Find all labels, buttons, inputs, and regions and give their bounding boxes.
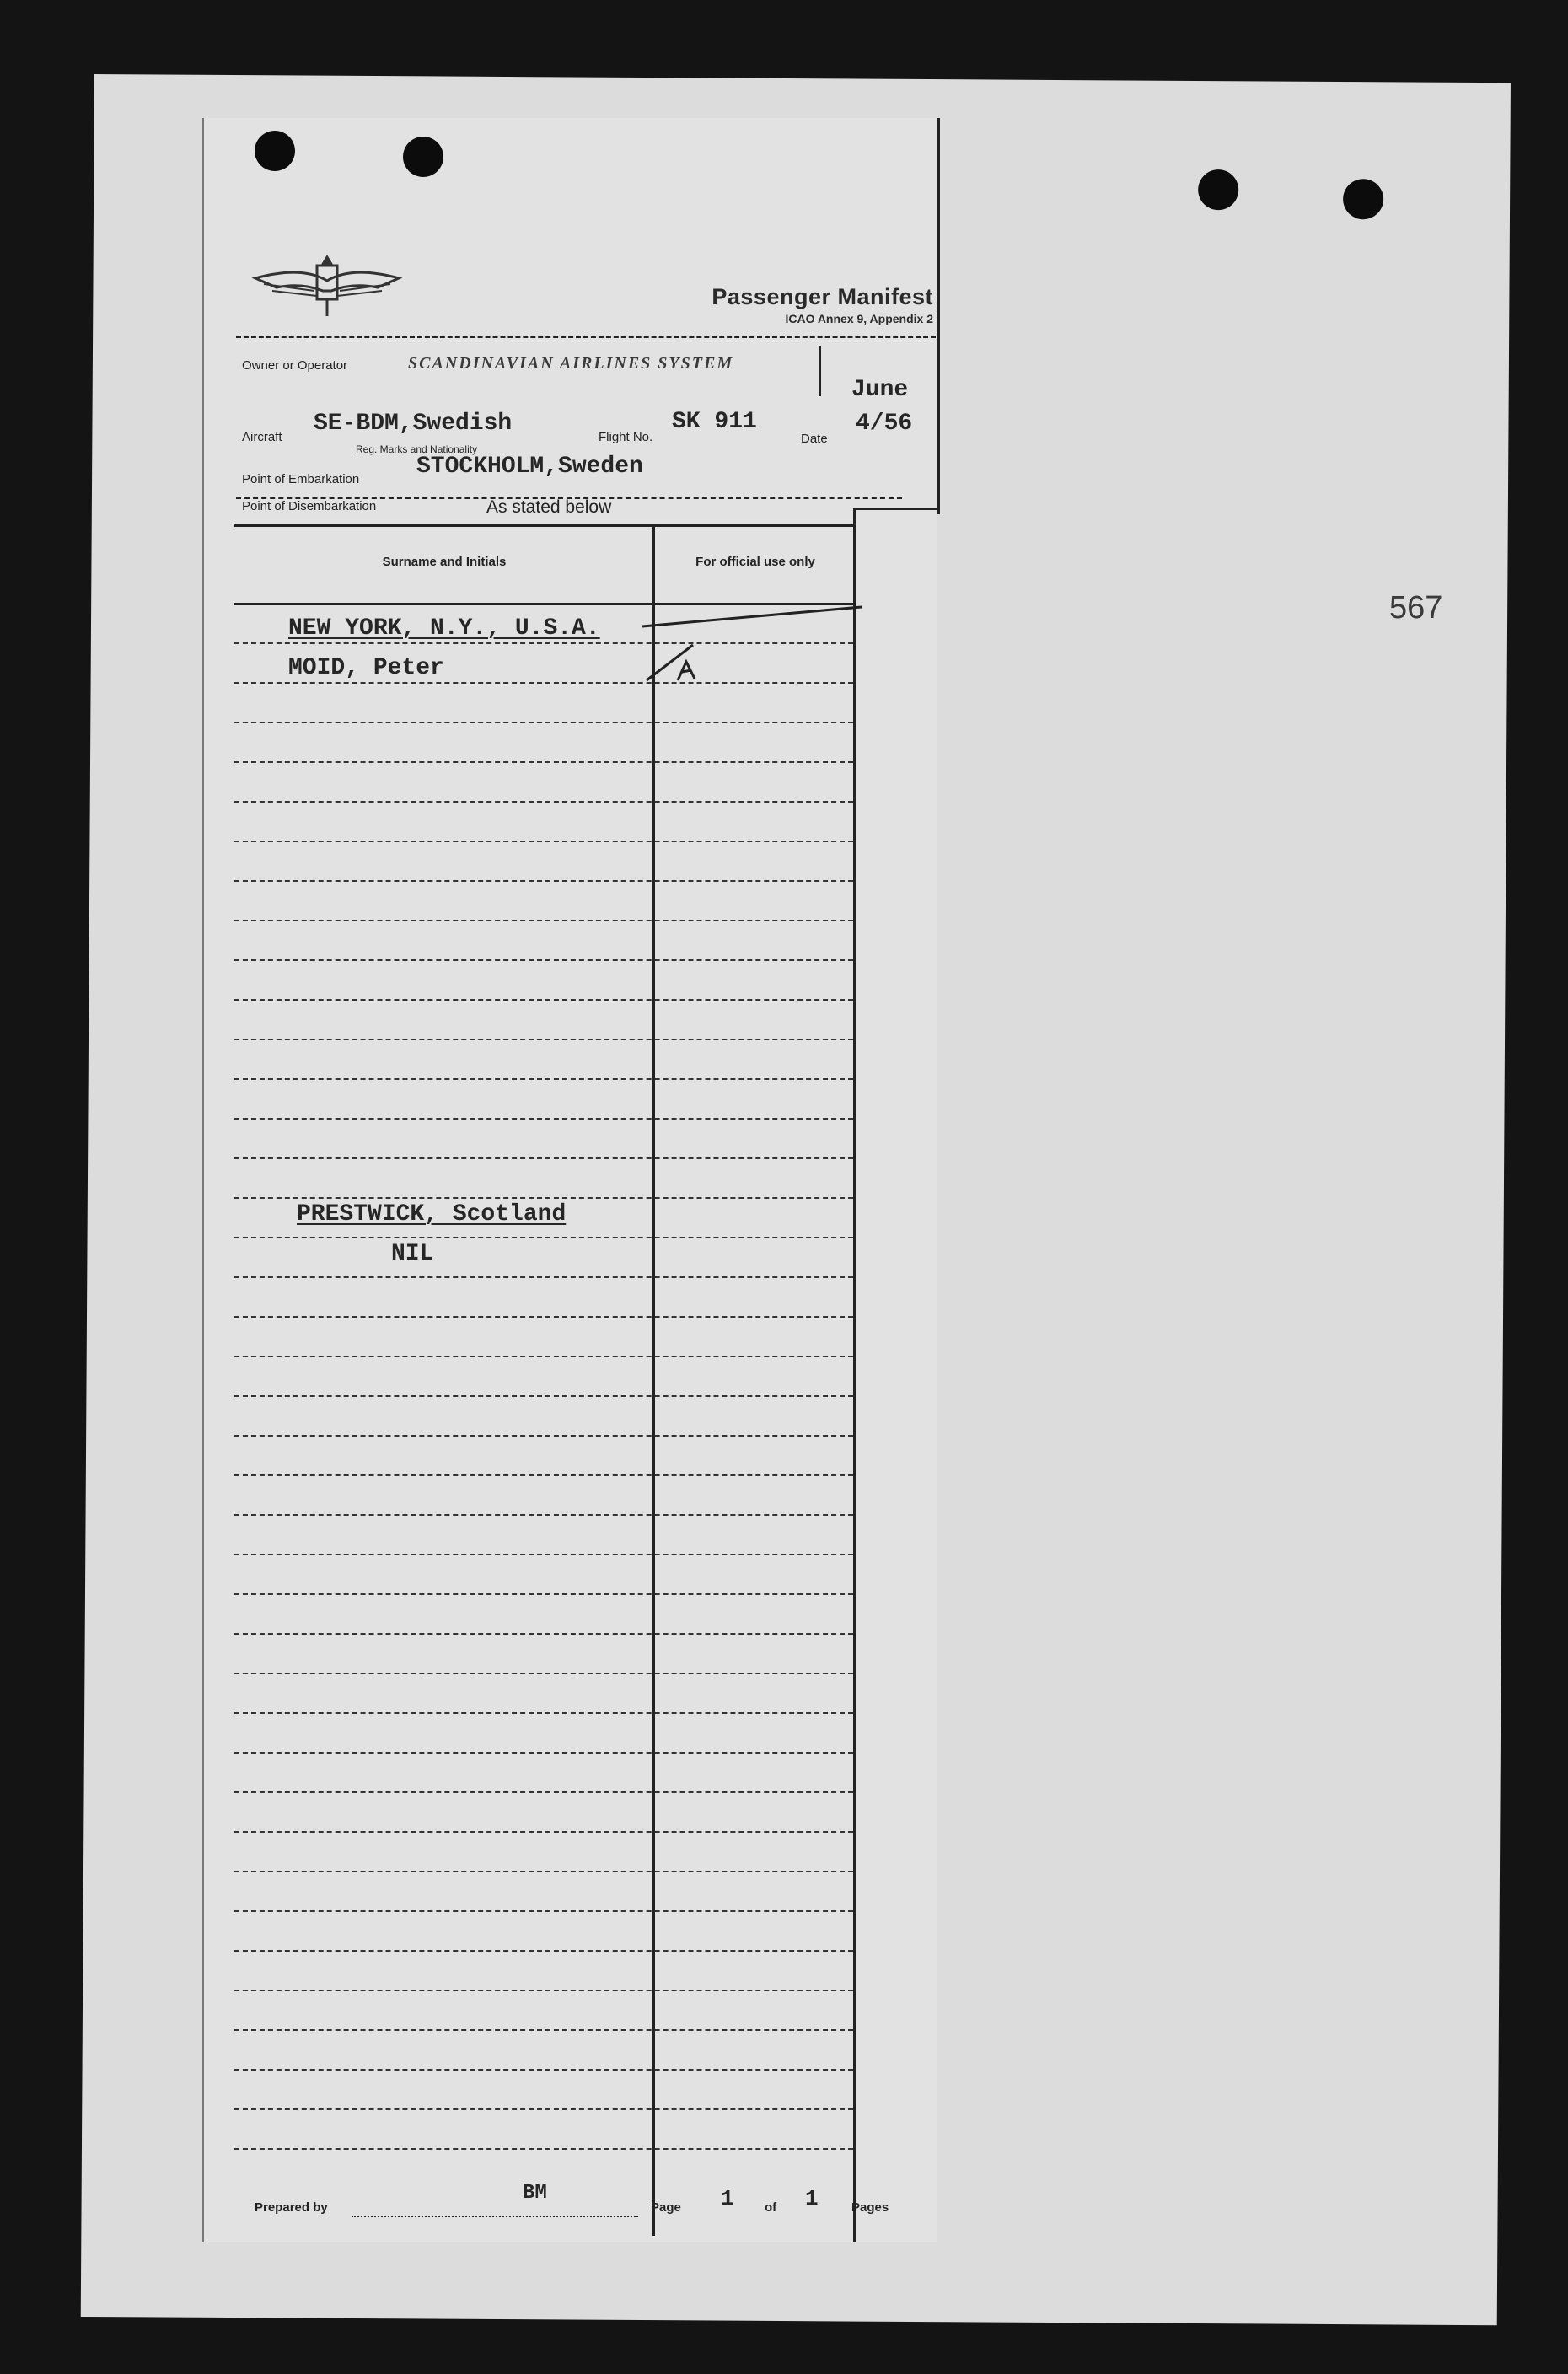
table-row-line	[234, 1197, 853, 1199]
table-row-line	[234, 1237, 853, 1238]
table-row-line	[234, 1395, 853, 1397]
table-row-line	[234, 999, 853, 1001]
table-row-line	[234, 1871, 853, 1872]
flight-label: Flight No.	[599, 430, 653, 444]
aircraft-label: Aircraft	[242, 430, 282, 444]
table-row-line	[234, 841, 853, 842]
official-check-mark	[642, 603, 870, 696]
embarkation-value: STOCKHOLM,Sweden	[416, 454, 643, 480]
margin-number: 567	[1389, 590, 1443, 626]
table-row-line	[234, 2029, 853, 2031]
table-row-line	[234, 1514, 853, 1516]
table-right-border	[853, 508, 856, 2242]
table-row-line	[234, 2108, 853, 2110]
date-label: Date	[801, 432, 828, 446]
column-divider	[652, 524, 655, 2236]
disembarkation-value: As stated below	[486, 497, 612, 517]
owner-value: SCANDINAVIAN AIRLINES SYSTEM	[408, 354, 734, 373]
table-row-line	[234, 1673, 853, 1674]
table-top-rule	[234, 524, 853, 527]
table-row-line	[234, 1118, 853, 1120]
prepared-by-label: Prepared by	[255, 2200, 328, 2215]
table-row-line	[234, 1078, 853, 1080]
table-row-line	[234, 1039, 853, 1040]
table-row-line	[234, 1633, 853, 1635]
page-total: 1	[805, 2186, 819, 2211]
table-row-line	[234, 1554, 853, 1555]
pages-label: Pages	[851, 2200, 889, 2215]
destination-new-york: NEW YORK, N.Y., U.S.A.	[288, 615, 600, 642]
prepared-by-initials: BM	[523, 2182, 547, 2205]
of-label: of	[765, 2200, 777, 2215]
passenger-entry: MOID, Peter	[288, 655, 444, 681]
date-day: 4/56	[856, 411, 913, 437]
manifest-title: Passenger Manifest	[712, 284, 933, 309]
punch-hole	[1198, 169, 1238, 210]
table-row-line	[234, 1435, 853, 1437]
punch-hole	[1343, 179, 1383, 219]
nil-entry: NIL	[391, 1241, 434, 1267]
table-row-line	[234, 1791, 853, 1793]
header-box	[238, 118, 940, 514]
flight-value: SK 911	[672, 409, 757, 435]
table-row-line	[234, 2069, 853, 2071]
aircraft-value: SE-BDM,Swedish	[314, 411, 513, 437]
table-row-line	[234, 722, 853, 723]
date-month: June	[851, 377, 909, 403]
table-row-line	[234, 880, 853, 882]
page-number: 1	[721, 2186, 734, 2211]
table-row-line	[234, 1950, 853, 1952]
owner-label: Owner or Operator	[242, 358, 348, 373]
header-bottom-rule	[853, 508, 937, 510]
table-row-line	[234, 1752, 853, 1754]
table-row-line	[234, 1712, 853, 1714]
aircraft-sublabel: Reg. Marks and Nationality	[356, 443, 478, 455]
table-row-line	[234, 761, 853, 763]
table-row-line	[234, 959, 853, 961]
table-row-line	[234, 1157, 853, 1159]
table-row-line	[234, 1276, 853, 1278]
page-label: Page	[651, 2200, 681, 2215]
table-row-line	[234, 2148, 853, 2150]
table-row-line	[234, 1593, 853, 1595]
table-row-line	[234, 1910, 853, 1912]
table-row-line	[234, 1831, 853, 1833]
col-official-header: For official use only	[695, 555, 815, 569]
col-surname-header: Surname and Initials	[382, 555, 507, 569]
manifest-form	[202, 118, 937, 2242]
disembarkation-label: Point of Disembarkation	[242, 499, 377, 513]
destination-prestwick: PRESTWICK, Scotland	[297, 1201, 567, 1227]
manifest-subtitle: ICAO Annex 9, Appendix 2	[785, 312, 933, 325]
table-row-line	[234, 1474, 853, 1476]
embarkation-label: Point of Embarkation	[242, 472, 360, 486]
table-row-line	[234, 801, 853, 803]
table-row-line	[234, 1356, 853, 1357]
table-row-line	[234, 1316, 853, 1318]
table-row-line	[234, 920, 853, 921]
table-row-line	[234, 1990, 853, 1991]
prepared-by-line	[352, 2216, 638, 2217]
